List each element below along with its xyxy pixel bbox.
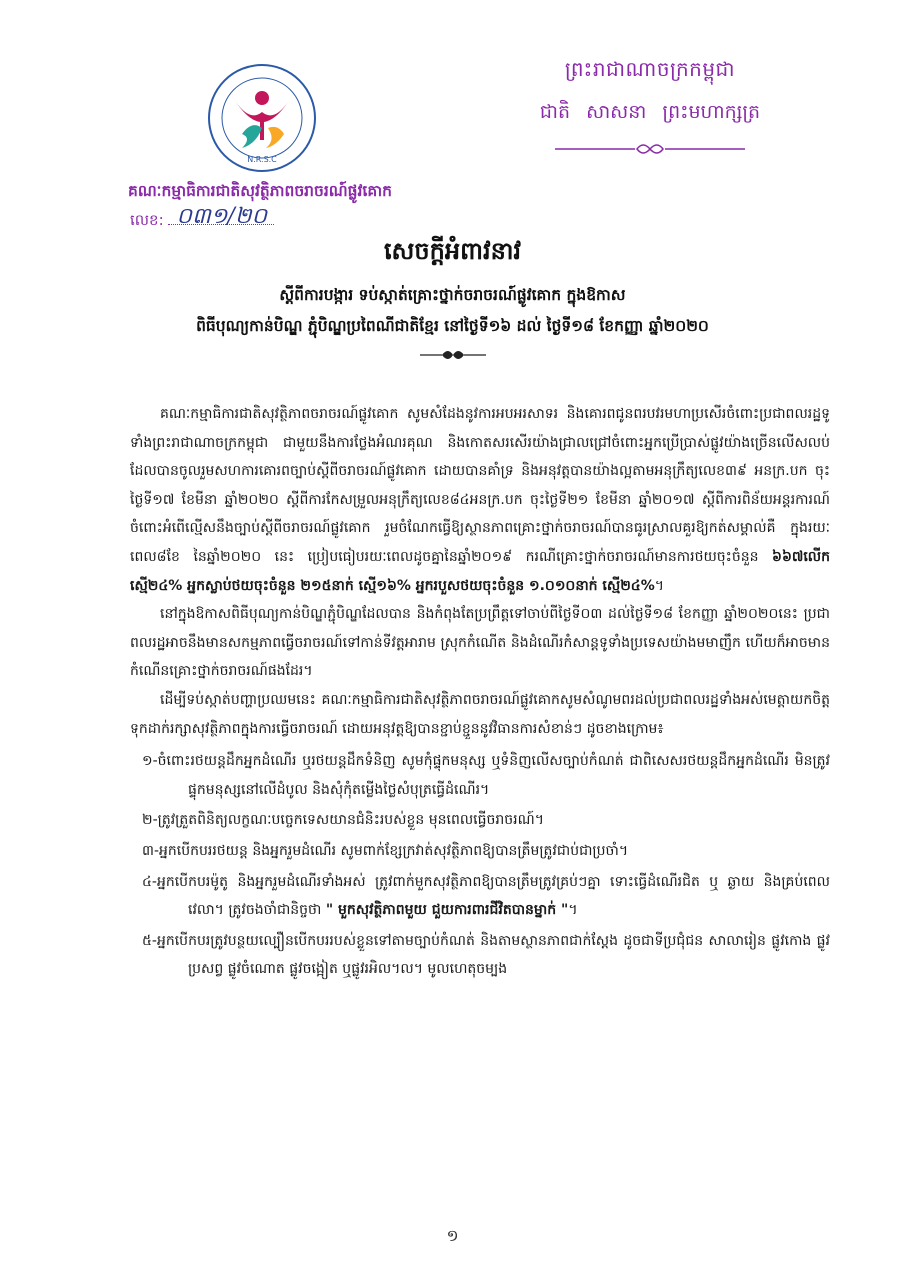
title-ornament-icon	[418, 345, 488, 365]
committee-name: គណៈកម្មាធិការជាតិសុវត្ថិភាពចរាចរណ៍ផ្លូវគោក	[128, 182, 392, 200]
logo-abbr-en: N.R.S.C	[247, 155, 277, 164]
list-item: ១-ចំពោះរថយន្តដឹកអ្នកដំណើរ ឬរថយន្តដឹកទំនិញ សូមកុំផ្ទុកមនុស្ស ឬទំនិញលើសច្បាប់កំណត់ ជាពិសេសរថយន្តដឹកអ្នកដំណើរ មិនត្រូវផ្ទុកមនុស្សនៅលើដំបូល និងសុំកុំតម្លើងថ្លៃសំបុត្រធ្វើដំណើរ។	[142, 753, 830, 798]
reference-field	[168, 204, 274, 229]
item-4-slogan: " មួកសុវត្ថិភាពមួយ ជួយការពារជីវិតបានម្នាក់ "	[325, 902, 569, 919]
item-4-end: ។	[568, 902, 578, 919]
kingdom-name: ព្រះរាជាណាចក្រកម្ពុជា	[564, 57, 736, 81]
reference-label: លេខ:	[130, 211, 164, 229]
measures-list	[130, 747, 830, 984]
reference-number: ០៣១/២០	[176, 204, 268, 229]
list-item: ៣-អ្នកបើកបររថយន្ត និងអ្នករួមដំណើរ សូមពាក់ខ្សែក្រវាត់សុវត្ថិភាពឱ្យបានត្រឹមត្រូវជាប់ជាប្រចាំ។	[142, 842, 629, 859]
page-number: ១	[446, 1226, 459, 1245]
paragraph-3: ដើម្បីទប់ស្កាត់បញ្ហាប្រឈមនេះ គណៈកម្មាធិការជាតិសុវត្ថិភាពចរាចរណ៍ផ្លូវគោកសូមសំណូមពរដល់ប្រជាពលរដ្ឋទាំងអស់មេត្តាយកចិត្តទុកដាក់រក្សាសុវត្ថិភាពក្នុងការធ្វើចរាចរណ៍ ដោយអនុវត្តឱ្យបានខ្ជាប់ខ្ជួននូវវិធានការសំខាន់ៗ ដូចខាងក្រោម៖	[130, 691, 830, 737]
nrsc-logo	[206, 62, 318, 174]
document-title: សេចក្តីអំពាវនាវ	[383, 237, 522, 265]
list-item: ៥-អ្នកបើកបរត្រូវបន្ថយល្បឿនបើកបររបស់ខ្លួនទៅតាមច្បាប់កំណត់ និងតាមស្ថានភាពជាក់ស្តែង ដូចជាទីប្រជុំជន សាលារៀន ផ្លូវកោង ផ្លូវប្រសព្វ ផ្លូវចំណោត ផ្លូវចង្អៀត ឬផ្លូវរអិល។ល។ មូលហេតុចម្បង	[142, 932, 830, 978]
paragraph-1-text: គណៈកម្មាធិការជាតិសុវត្ថិភាពចរាចរណ៍ផ្លូវគោក សូមសំដែងនូវការអបអរសាទរ និងគោរពជូនពរបវរមហាប្រសើរចំពោះប្រជាពលរដ្ឋទូទាំងព្រះរាជាណាចក្រកម្ពុជា ជាមួយនឹងការថ្លែងអំណរគុណ និងកោតសរសើរយ៉ាងជ្រាលជ្រៅចំពោះអ្នកប្រើប្រាស់ផ្លូវយ៉ាងច្រើនលើសលប់ ដែលបានចូលរួមសហការគោរពច្បាប់ស្តីពីចរាចរណ៍ផ្លូវគោក ដោយបានគាំទ្រ និងអនុវត្តបានយ៉ាងល្អតាមអនុក្រឹត្យលេខ៣៩ អនក្រ.បក ចុះថ្ងៃទី១៧ ខែមីនា ឆ្នាំ២០២០ ស្តីពីការកែសម្រួលអនុក្រឹត្យលេខ៨៤អនក្រ.បក ចុះថ្ងៃទី២១ ខែមីនា ឆ្នាំ២០១៧ ស្តីពីការពិន័យអន្តរការណ៍ចំពោះអំពើល្មើសនឹងច្បាប់ស្តីពីចរាចរណ៍ផ្លូវគោក រួមចំណែកធ្វើឱ្យស្ថានភាពគ្រោះថ្នាក់ចរាចរណ៍បានធូរស្រាលគួរឱ្យកត់សម្គាល់គឺ ក្នុងរយៈពេល៨ខែ នៃឆ្នាំ២០២០ នេះ ប្រៀបធៀបរយៈពេលដូចគ្នានៃឆ្នាំ២០១៩ ករណីគ្រោះថ្នាក់ចរាចរណ៍មានការថយចុះចំនួន	[130, 406, 830, 565]
document-subtitle-1: ស្តីពីការបង្ការ ទប់ស្កាត់គ្រោះថ្នាក់ចរាចរណ៍ផ្លូវគោក ក្នុងឱកាស	[279, 286, 626, 304]
ornament-divider-icon	[545, 140, 755, 158]
document-body	[130, 400, 830, 986]
paragraph-1-end: ។	[654, 577, 664, 594]
paragraph-2: នៅក្នុងឱកាសពិធីបុណ្យកាន់បិណ្ឌភ្ជុំបិណ្ឌដែលបាន និងកំពុងតែប្រព្រឹត្តទៅចាប់ពីថ្ងៃទី០៣ ដល់ថ្ងៃទី១៨ ខែកញ្ញា ឆ្នាំ២០២០នេះ ប្រជាពលរដ្ឋអាចនឹងមានសកម្មភាពធ្វើចរាចរណ៍ទៅកាន់ទីវត្តអារាម ស្រុកកំណើត និងដំណើរកំសាន្តទូទាំងប្រទេសយ៉ាងមមាញឹក ហើយក៏អាចមានកំណើនគ្រោះថ្នាក់ចរាចរណ៍ផងដែរ។	[130, 606, 830, 680]
paragraph-1-statistics: ៦៦៧លើក ស្មើ២៤% អ្នកស្លាប់ថយចុះចំនួន ២១៥នាក់ ស្មើ១៦% អ្នករបួសថយចុះចំនួន ១.០១០នាក់ ស្មើ២៤%	[130, 548, 830, 594]
item-4-text: ៤-អ្នកបើកបរម៉ូតូ និងអ្នករួមដំណើរទាំងអស់ ត្រូវពាក់មួកសុវត្ថិភាពឱ្យបានត្រឹមត្រូវគ្រប់ៗគ្នា ទោះធ្វើដំណើរជិត ឬ ឆ្ងាយ និងគ្រប់ពេលវេលា។ ត្រូវចងចាំជានិច្ចថា	[142, 873, 830, 919]
list-item: ២-ត្រូវត្រួតពិនិត្យលក្ខណៈបច្ចេកទេសយានជំនិះរបស់ខ្លួន មុនពេលធ្វើចរាចរណ៍។	[142, 812, 544, 829]
list-item	[142, 868, 830, 925]
document-subtitle-2: ពិធីបុណ្យកាន់បិណ្ឌ ភ្ជុំបិណ្ឌប្រពៃណីជាតិខ្មែរ នៅថ្ងៃទី១៦ ដល់ ថ្ងៃទី១៨ ខែកញ្ញា ឆ្នាំ២០២០	[196, 317, 709, 335]
paragraph-1	[130, 400, 830, 600]
kingdom-header	[500, 56, 800, 158]
reference-line	[130, 204, 274, 233]
national-motto: ជាតិ សាសនា ព្រះមហាក្សត្រ	[539, 101, 761, 123]
